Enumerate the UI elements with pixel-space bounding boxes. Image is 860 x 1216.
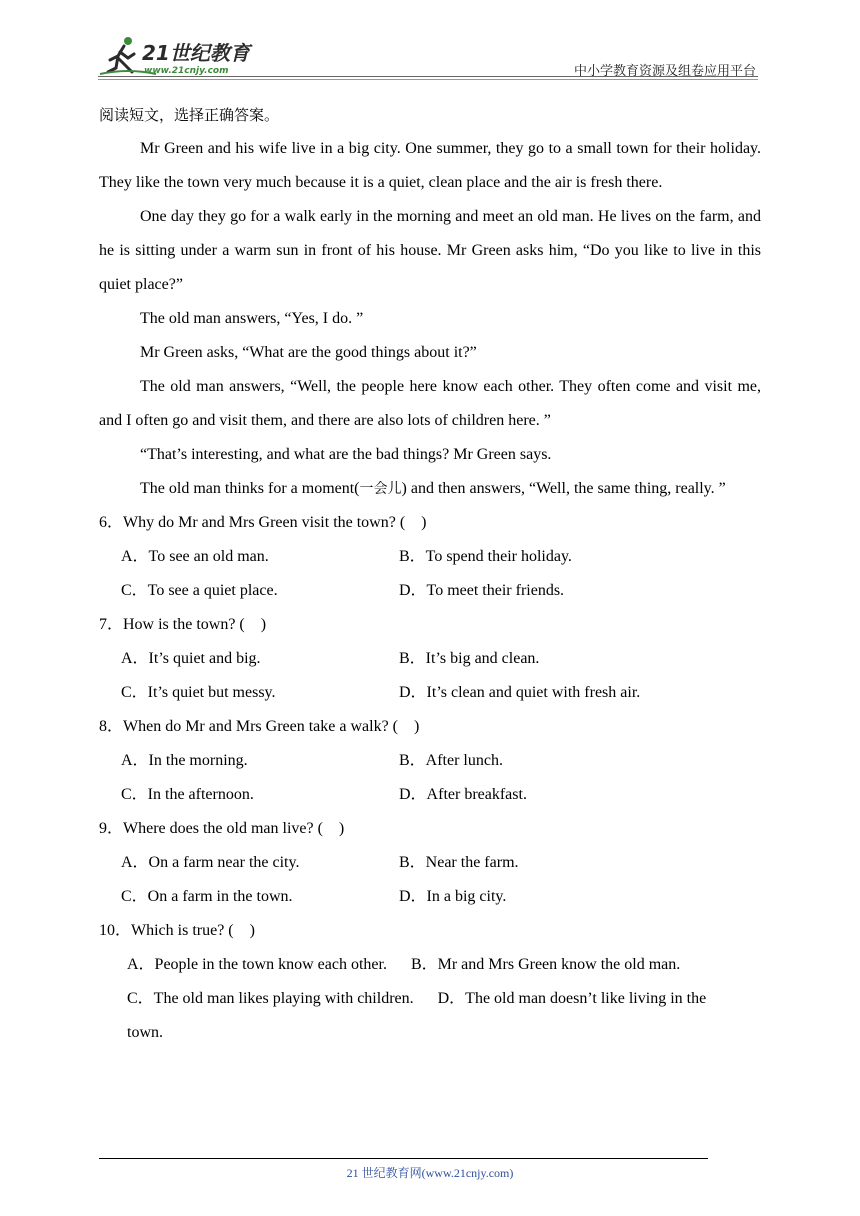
worksheet-body [99, 98, 761, 1050]
options-row [99, 540, 761, 574]
site-logo [98, 34, 258, 78]
footer-divider [99, 1158, 708, 1159]
option-d[interactable]: D．To meet their friends. [399, 582, 565, 599]
header-divider [98, 76, 758, 77]
passage-text: The old man thinks for a moment( [140, 480, 360, 497]
option-d[interactable]: D．It’s clean and quiet with fresh air. [399, 684, 641, 701]
options-row [99, 676, 761, 710]
svg-text:www.21cnjy.com: www.21cnjy.com [144, 66, 229, 76]
option-d[interactable]: D．The old man doesn’t like living in the [437, 990, 707, 1007]
svg-text:21世纪教育: 21世纪教育 [142, 41, 250, 65]
option-c[interactable]: C．In the afternoon. [121, 786, 254, 803]
options-row [99, 574, 761, 608]
question-stem: 7．How is the town? ( ) [99, 616, 267, 633]
passage-paragraph: The old man answers, “Well, the people here know each other. They often come and visit me, and I often go and visit them, and there are also lots of children here. ” [99, 378, 761, 429]
gloss-text: 一会儿 [359, 481, 402, 497]
passage-paragraph: One day they go for a walk early in the morning and meet an old man. He lives on the farm, and he is sitting under a warm sun in front of his house. Mr Green asks him, “Do you like to live in this quiet place?” [99, 208, 761, 293]
option-c[interactable]: C．To see a quiet place. [121, 582, 278, 599]
option-c[interactable]: C．It’s quiet but messy. [121, 684, 276, 701]
option-d[interactable]: D．After breakfast. [399, 786, 527, 803]
options-row [99, 744, 761, 778]
option-b[interactable]: B．After lunch. [399, 752, 503, 769]
options-row [99, 982, 761, 1016]
platform-name: 中小学教育资源及组卷应用平台 [573, 64, 756, 79]
option-b[interactable]: B．Near the farm. [399, 854, 519, 871]
option-b[interactable]: B．To spend their holiday. [399, 548, 572, 565]
option-c[interactable]: C．The old man likes playing with children. [127, 990, 414, 1007]
option-c[interactable]: C．On a farm in the town. [121, 888, 293, 905]
question-stem: 9．Where does the old man live? ( ) [99, 820, 345, 837]
passage-text: ) and then answers, “Well, the same thing, really. ” [401, 480, 726, 497]
header-divider-thin [98, 79, 758, 80]
option-b[interactable]: B．It’s big and clean. [399, 650, 540, 667]
option-d[interactable]: D．In a big city. [399, 888, 507, 905]
option-a[interactable]: A．People in the town know each other. [127, 956, 387, 973]
option-b[interactable]: B．Mr and Mrs Green know the old man. [410, 956, 681, 973]
options-row [99, 778, 761, 812]
question-stem: 10．Which is true? ( ) [99, 922, 255, 939]
option-d-continued: town. [127, 1024, 163, 1041]
passage-paragraph [99, 472, 761, 506]
passage-paragraph: Mr Green and his wife live in a big city. One summer, they go to a small town for their holiday. They like the town very much because it is a quiet, clean place and the air is fresh there. [99, 140, 761, 191]
option-a[interactable]: A．To see an old man. [121, 548, 269, 565]
passage-paragraph: The old man answers, “Yes, I do. ” [140, 310, 364, 327]
question-stem: 8．When do Mr and Mrs Green take a walk? ( ) [99, 718, 420, 735]
passage-paragraph: “That’s interesting, and what are the bad things? Mr Green says. [140, 446, 552, 463]
options-row [99, 948, 761, 982]
option-a[interactable]: A．On a farm near the city. [121, 854, 300, 871]
instruction: 阅读短文，选择正确答案。 [99, 106, 280, 124]
page-footer: 21 世纪教育网(www.21cnjy.com) [346, 1166, 514, 1180]
options-row [99, 880, 761, 914]
page-header [98, 34, 758, 80]
option-a[interactable]: A．It’s quiet and big. [121, 650, 261, 667]
option-a[interactable]: A．In the morning. [121, 752, 248, 769]
options-row [99, 846, 761, 880]
options-row [99, 642, 761, 676]
question-stem: 6．Why do Mr and Mrs Green visit the town? ( ) [99, 514, 427, 531]
passage-paragraph: Mr Green asks, “What are the good things about it?” [140, 344, 477, 361]
